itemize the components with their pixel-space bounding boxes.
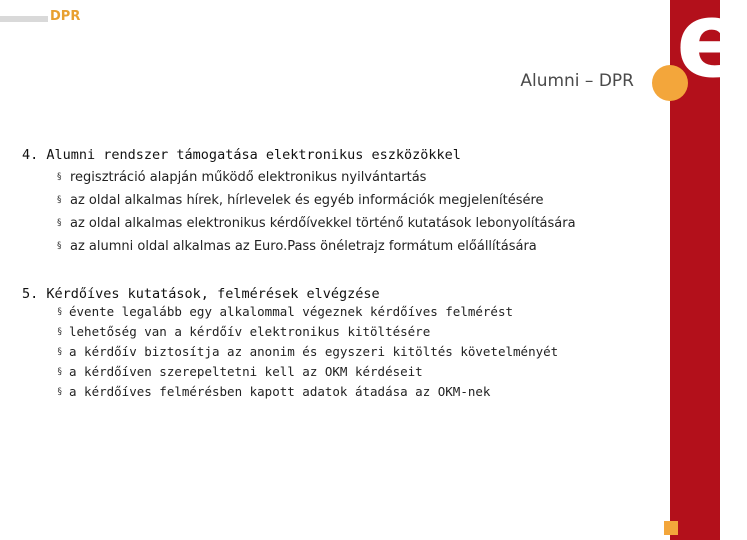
section-surveys (22, 286, 558, 402)
list-item-text: a kérdőíves felmérésben kapott adatok átadása az OKM-nek (69, 384, 491, 399)
bullet-icon: § (57, 347, 63, 357)
list-item (22, 382, 558, 402)
list-item (22, 189, 576, 212)
bullet-list (22, 166, 576, 258)
list-item-text: lehetőség van a kérdőív elektronikus kitöltésére (69, 324, 431, 339)
bullet-icon: § (57, 195, 62, 205)
bullet-list (22, 302, 558, 402)
list-item-text: a kérdőíven szerepeltetni kell az OKM kérdéseit (69, 364, 423, 379)
bullet-icon: § (57, 367, 63, 377)
list-item-text: a kérdőív biztosítja az anonim és egyszeri kitöltés követelményét (69, 344, 559, 359)
list-item-text: regisztráció alapján működő elektronikus nyilvántartás (70, 170, 427, 185)
bullet-icon: § (57, 218, 62, 228)
list-item (22, 166, 576, 189)
bullet-icon: § (57, 307, 63, 317)
list-item (22, 362, 558, 382)
bullet-icon: § (57, 241, 62, 251)
section-heading: 5. Kérdőíves kutatások, felmérések elvégzése (22, 286, 380, 302)
list-item (22, 212, 576, 235)
header-bar-decoration (0, 16, 48, 22)
list-item (22, 342, 558, 362)
bullet-icon: § (57, 327, 63, 337)
slide-title: Alumni – DPR (520, 71, 634, 91)
list-item-text: az oldal alkalmas hírek, hírlevelek és egyéb információk megjelenítésére (70, 193, 544, 208)
brand-e-logo-icon: e (676, 0, 747, 101)
dpr-logo: DPR (50, 9, 81, 24)
section-heading: 4. Alumni rendszer támogatása elektronikus eszközökkel (22, 147, 461, 163)
section-alumni-system (22, 147, 576, 258)
list-item (22, 302, 558, 322)
list-item-text: az alumni oldal alkalmas az Euro.Pass önéletrajz formátum előállítására (70, 239, 537, 254)
list-item (22, 322, 558, 342)
list-item (22, 235, 576, 258)
bullet-icon: § (57, 172, 62, 182)
bullet-icon: § (57, 387, 63, 397)
orange-square-decoration (664, 521, 678, 535)
list-item-text: évente legalább egy alkalommal végeznek kérdőíves felmérést (69, 304, 514, 319)
list-item-text: az oldal alkalmas elektronikus kérdőívekkel történő kutatások lebonyolítására (70, 216, 576, 231)
